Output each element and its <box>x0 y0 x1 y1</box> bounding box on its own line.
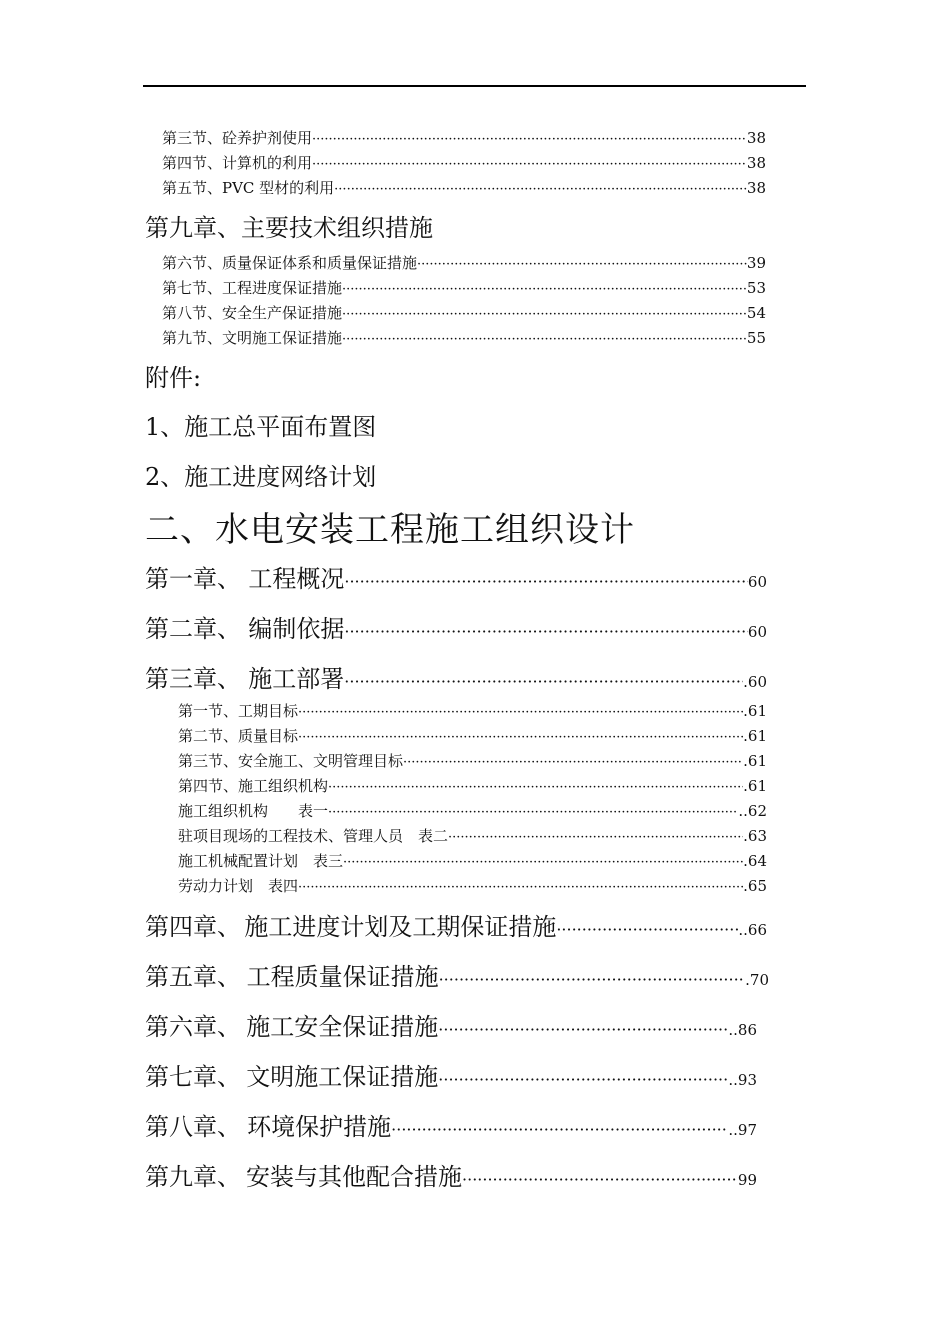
toc-leader <box>391 1120 728 1139</box>
toc-entry[interactable] <box>178 700 767 721</box>
toc-entry-label: 劳动力计划 表四 <box>178 877 299 895</box>
toc-page-number: ..93 <box>728 1071 757 1089</box>
toc-entry[interactable] <box>162 327 766 348</box>
toc-leader <box>342 282 747 297</box>
toc-page-number: ..86 <box>728 1021 757 1039</box>
part-title: 二、水电安装工程施工组织设计 <box>145 510 635 550</box>
toc-entry-label: 第四节、计算机的利用 <box>162 154 313 172</box>
toc-leader <box>344 672 743 691</box>
toc-page-number: ..97 <box>728 1121 757 1139</box>
toc-chapter-entry[interactable] <box>145 907 767 942</box>
chapter-title: 施工安全保证措施 <box>246 1013 439 1041</box>
toc-leader <box>298 730 743 745</box>
toc-chapter-entry[interactable] <box>145 1107 757 1142</box>
chapter-number: 第一章、 <box>145 565 241 593</box>
toc-entry-label: 第一节、工期目标 <box>178 702 299 720</box>
toc-leader <box>328 780 743 795</box>
toc-entry-label: 第三节、砼养护剂使用 <box>162 129 313 147</box>
toc-leader <box>417 257 747 272</box>
chapter-number: 第四章、 <box>145 913 241 941</box>
toc-entry[interactable] <box>178 725 767 746</box>
attachment-item[interactable]: 2、施工进度网络计划 <box>145 463 377 491</box>
toc-leader <box>312 157 747 172</box>
toc-entry-label: 第九节、文明施工保证措施 <box>162 329 343 347</box>
toc-entry-label: 第四节、施工组织机构 <box>178 777 329 795</box>
toc-page-number: 54 <box>746 304 766 322</box>
toc-page-number: .61 <box>743 777 767 795</box>
chapter-title: 工程质量保证措施 <box>246 963 439 991</box>
toc-leader <box>298 705 743 720</box>
toc-page-number: 53 <box>746 279 766 297</box>
toc-leader <box>312 132 747 147</box>
toc-entry[interactable] <box>178 875 767 896</box>
toc-leader <box>439 970 746 989</box>
toc-entry[interactable] <box>162 152 766 173</box>
toc-chapter-entry[interactable] <box>145 559 767 594</box>
toc-entry[interactable] <box>178 750 767 771</box>
toc-entry-label: 施工机械配置计划 表三 <box>178 852 344 870</box>
toc-chapter-entry[interactable] <box>145 957 769 992</box>
toc-page-number: .64 <box>743 852 767 870</box>
toc-leader <box>298 880 743 895</box>
chapter-number: 第二章、 <box>145 615 241 643</box>
toc-entry[interactable] <box>162 277 766 298</box>
chapter-number: 第六章、 <box>145 1013 241 1041</box>
toc-entry[interactable] <box>162 177 766 198</box>
toc-leader <box>438 1020 728 1039</box>
toc-page-number: 99 <box>737 1171 757 1189</box>
toc-leader <box>344 622 748 641</box>
toc-leader <box>342 332 747 347</box>
toc-chapter-entry[interactable] <box>145 1157 757 1192</box>
toc-chapter-entry[interactable] <box>145 1007 757 1042</box>
header-rule <box>143 85 806 87</box>
toc-entry-label: 第三节、安全施工、文明管理目标 <box>178 752 404 770</box>
toc-page-number: .65 <box>743 877 767 895</box>
chapter-number: 第三章、 <box>145 665 241 693</box>
toc-leader <box>344 572 748 591</box>
chapter-title: 编制依据 <box>248 615 345 643</box>
toc-entry-label: 第二节、质量目标 <box>178 727 299 745</box>
toc-entry[interactable] <box>162 302 766 323</box>
chapter-number: 第七章、 <box>145 1063 241 1091</box>
toc-entry[interactable] <box>178 825 767 846</box>
toc-leader <box>343 855 743 870</box>
toc-entry-label: 第五节、PVC 型材的利用 <box>162 179 335 197</box>
toc-chapter-entry[interactable] <box>145 609 767 644</box>
chapter-title: 安装与其他配合措施 <box>246 1163 463 1191</box>
toc-page-number: ..62 <box>738 802 767 820</box>
toc-page-number: .63 <box>743 827 767 845</box>
toc-page-number: 38 <box>746 129 766 147</box>
toc-entry[interactable] <box>178 850 767 871</box>
chapter-number: 第五章、 <box>145 963 241 991</box>
toc-leader <box>342 307 747 322</box>
chapter-title: 施工部署 <box>248 665 345 693</box>
toc-page-number: 60 <box>747 623 767 641</box>
toc-entry-label: 第八节、安全生产保证措施 <box>162 304 343 322</box>
toc-entry[interactable] <box>178 800 767 821</box>
toc-page-number: .60 <box>743 673 767 691</box>
toc-entry-label: 第六节、质量保证体系和质量保证措施 <box>162 254 418 272</box>
toc-chapter-entry[interactable] <box>145 659 767 694</box>
toc-page-number: .61 <box>743 702 767 720</box>
chapter-number: 第九章、 <box>145 1163 241 1191</box>
chapter-title: 施工进度计划及工期保证措施 <box>244 913 557 941</box>
chapter-number: 第八章、 <box>145 1113 241 1141</box>
toc-page-number: 38 <box>746 154 766 172</box>
toc-leader <box>328 805 738 820</box>
toc-page-number: ..66 <box>738 921 767 939</box>
attachments-heading: 附件: <box>145 364 202 392</box>
toc-entry-label: 驻项目现场的工程技术、管理人员 表二 <box>178 827 449 845</box>
toc-page-number: .61 <box>743 752 767 770</box>
toc-entry[interactable] <box>162 252 766 273</box>
toc-page-number: 55 <box>746 329 766 347</box>
toc-leader <box>403 755 743 770</box>
toc-page-number: 60 <box>747 573 767 591</box>
attachment-item[interactable]: 1、施工总平面布置图 <box>145 413 377 441</box>
chapter-title: 文明施工保证措施 <box>246 1063 439 1091</box>
chapter-title: 工程概况 <box>248 565 345 593</box>
chapter-heading[interactable]: 第九章、主要技术组织措施 <box>145 214 433 242</box>
toc-leader <box>448 830 743 845</box>
toc-page-number: 39 <box>746 254 766 272</box>
toc-entry-label: 第七节、工程进度保证措施 <box>162 279 343 297</box>
toc-leader <box>438 1070 728 1089</box>
toc-leader <box>462 1170 738 1189</box>
toc-chapter-entry[interactable] <box>145 1057 757 1092</box>
toc-leader <box>556 920 738 939</box>
chapter-title: 环境保护措施 <box>247 1113 392 1141</box>
toc-entry[interactable] <box>178 775 767 796</box>
toc-page-number: .61 <box>743 727 767 745</box>
toc-page-number: 38 <box>746 179 766 197</box>
toc-page-number: .70 <box>745 971 769 989</box>
toc-leader <box>334 182 747 197</box>
toc-entry-label: 施工组织机构 表一 <box>178 802 329 820</box>
toc-entry[interactable] <box>162 127 766 148</box>
